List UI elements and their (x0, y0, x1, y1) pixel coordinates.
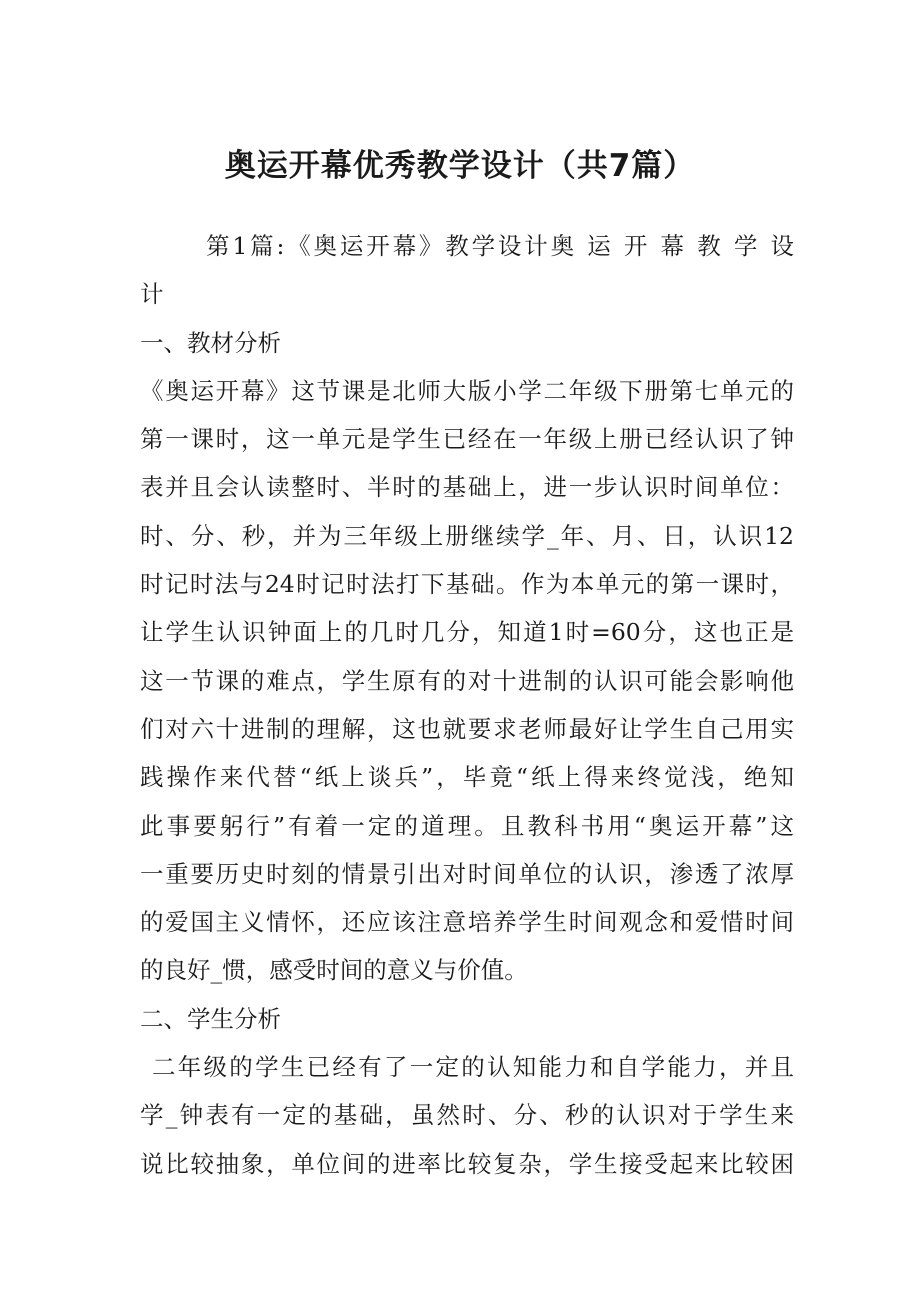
paragraph-line: 《奥运开幕》这节课是北师大版小学二年级下册第七单元的 (140, 376, 794, 405)
section-heading-textbook-analysis: 一、教材分析 (140, 328, 281, 357)
paragraph-line: 学_钟表有一定的基础，虽然时、分、秒的认识对于学生来 (140, 1101, 794, 1130)
paragraph-line: 表并且会认读整时、半时的基础上，进一步认识时间单位： (140, 473, 794, 502)
paragraph-line: 们对六十进制的理解，这也就要求老师最好让学生自己用实 (140, 714, 794, 743)
paragraph-line: 的良好_惯，感受时间的意义与价值。 (140, 956, 528, 985)
paragraph-line: 的爱国主义情怀，还应该注意培养学生时间观念和爱惜时间 (140, 908, 794, 937)
paragraph-line: 二年级的学生已经有了一定的认知能力和自学能力，并且 (152, 1053, 794, 1082)
section-heading-student-analysis: 二、学生分析 (140, 1004, 281, 1033)
article-heading-line-1: 第1篇:《奥运开幕》教学设计奥 运 开 幕 教 学 设 (206, 232, 794, 260)
paragraph-line: 时记时法与24时记时法打下基础。作为本单元的第一课时， (140, 570, 794, 599)
paragraph-line: 时、分、秒，并为三年级上册继续学_年、月、日，认识12 (140, 521, 794, 550)
article-heading-line-2: 计 (140, 280, 164, 309)
document-body (140, 222, 794, 1188)
paragraph-line: 说比较抽象，单位间的进率比较复杂，学生接受起来比较困 (140, 1149, 794, 1178)
paragraph-line: 此事要躬行”有着一定的道理。且教科书用“奥运开幕”这 (140, 811, 794, 840)
paragraph-line: 第一课时，这一单元是学生已经在一年级上册已经认识了钟 (140, 425, 794, 454)
paragraph-line: 这一节课的难点，学生原有的对十进制的认识可能会影响他 (140, 666, 794, 695)
document-title: 奥运开幕优秀教学设计（共7篇） (224, 148, 696, 184)
paragraph-line: 一重要历史时刻的情景引出对时间单位的认识，渗透了浓厚 (140, 859, 794, 888)
paragraph-line: 践操作来代替“纸上谈兵”，毕竟“纸上得来终觉浅，绝知 (140, 763, 794, 792)
paragraph-line: 让学生认识钟面上的几时几分，知道1时=60分，这也正是 (140, 618, 794, 647)
